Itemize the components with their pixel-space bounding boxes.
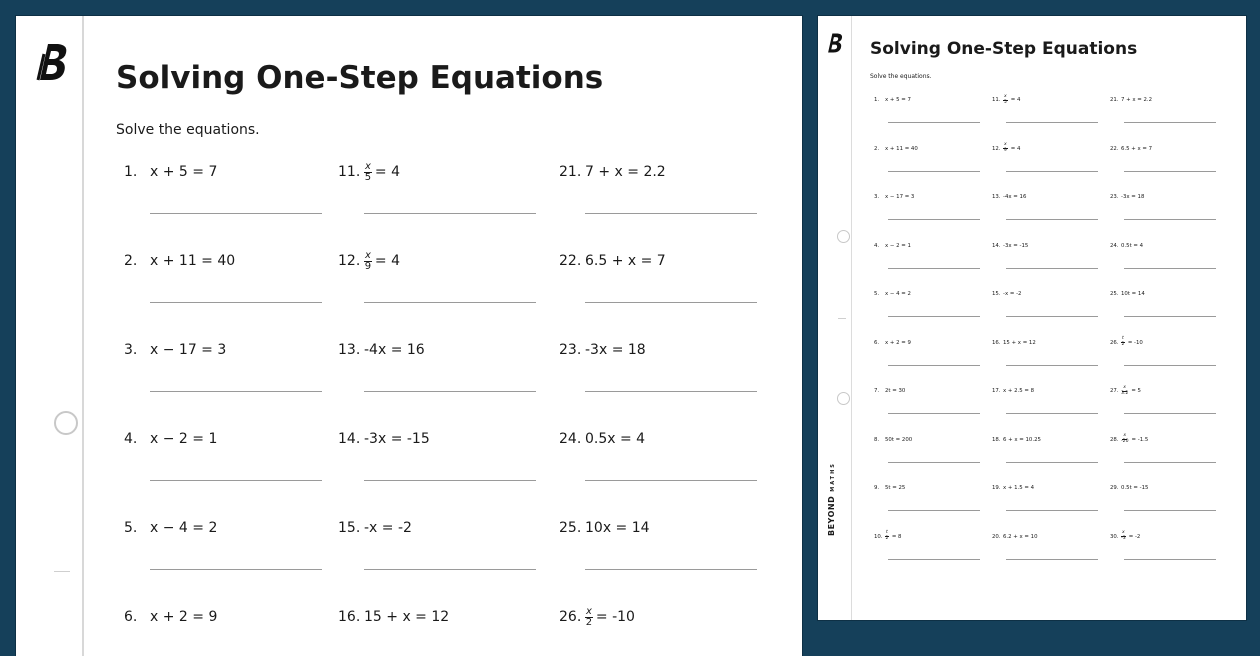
equation-text: 7 + x = 2.2 bbox=[585, 164, 666, 180]
equation-text: 6.2 + x = 10 bbox=[1003, 533, 1038, 540]
equation-text: x + 2 = 9 bbox=[885, 339, 911, 346]
fraction-numerator: x bbox=[1004, 142, 1007, 148]
equation-text: x − 2 = 1 bbox=[885, 242, 911, 249]
problem-number: 29. bbox=[1110, 485, 1119, 491]
problem-item bbox=[338, 159, 400, 185]
answer-line[interactable] bbox=[364, 213, 536, 214]
problem-item bbox=[338, 604, 449, 630]
problem-number: 6. bbox=[124, 609, 138, 625]
problem-item bbox=[559, 159, 666, 185]
problem-item bbox=[338, 426, 430, 452]
problem-number: 10. bbox=[874, 533, 883, 540]
problem-number: 5. bbox=[124, 520, 138, 536]
binder-tick bbox=[54, 571, 70, 572]
fraction-denominator: 9 bbox=[1003, 148, 1007, 153]
equation-text: = -2 bbox=[1128, 533, 1141, 540]
equation-text: 2t = 30 bbox=[885, 388, 906, 394]
equation-text: -x = -2 bbox=[364, 520, 412, 536]
answer-line[interactable] bbox=[1006, 171, 1098, 172]
problem-item bbox=[338, 248, 400, 274]
problem-number: 2. bbox=[124, 253, 138, 269]
equation-text: 10t = 14 bbox=[1121, 291, 1145, 297]
problem-item bbox=[1110, 143, 1152, 155]
problem-number: 11. bbox=[992, 97, 1001, 103]
equation-text: 15 + x = 12 bbox=[1003, 339, 1036, 346]
problem-number: 15. bbox=[338, 520, 361, 536]
equation-text: -3x = 18 bbox=[585, 342, 646, 358]
equation-text: = 8 bbox=[891, 533, 902, 540]
fraction bbox=[1003, 143, 1008, 153]
problem-number: 22. bbox=[1110, 145, 1119, 152]
problem-item bbox=[559, 337, 646, 363]
equation-text: -3x = -15 bbox=[1003, 242, 1029, 249]
problem-number: 14. bbox=[338, 431, 361, 447]
equation-text: 5t = 25 bbox=[885, 485, 906, 491]
problem-number: 3. bbox=[874, 194, 880, 200]
equation-text: 6 + x = 10.25 bbox=[1003, 436, 1041, 443]
fraction bbox=[1003, 95, 1008, 105]
problem-item bbox=[559, 604, 635, 630]
equation-text: 6.5 + x = 7 bbox=[1121, 145, 1153, 152]
answer-line[interactable] bbox=[1124, 413, 1216, 414]
answer-line[interactable] bbox=[1006, 559, 1098, 560]
problem-number: 22. bbox=[559, 253, 582, 269]
worksheet-instructions: Solve the equations. bbox=[870, 73, 932, 80]
answer-line[interactable] bbox=[888, 413, 980, 414]
problem-number: 1. bbox=[874, 97, 880, 103]
equation-text: 7 + x = 2.2 bbox=[1121, 97, 1153, 103]
problem-number: 4. bbox=[124, 431, 138, 447]
answer-line[interactable] bbox=[364, 569, 536, 570]
equation-text: = 4 bbox=[374, 253, 401, 269]
problem-number: 27. bbox=[1110, 388, 1119, 394]
problem-item bbox=[1110, 434, 1148, 446]
problem-number: 13. bbox=[992, 194, 1001, 200]
problem-item bbox=[874, 337, 911, 349]
problem-item bbox=[992, 94, 1020, 106]
problem-item bbox=[992, 143, 1020, 155]
fraction-denominator: 2 bbox=[1121, 342, 1125, 347]
answer-line[interactable] bbox=[1124, 316, 1216, 317]
answer-line[interactable] bbox=[585, 302, 757, 303]
problem-item bbox=[1110, 94, 1152, 106]
problem-number: 21. bbox=[1110, 97, 1119, 103]
answer-line[interactable] bbox=[1124, 219, 1216, 220]
worksheet-page-thumbnail bbox=[818, 16, 1246, 620]
equation-text: 6.5 + x = 7 bbox=[585, 253, 666, 269]
fraction-numerator: x bbox=[586, 605, 592, 617]
problem-number: 11. bbox=[338, 164, 361, 180]
equation-text: x − 17 = 3 bbox=[885, 194, 915, 200]
answer-line[interactable] bbox=[1124, 365, 1216, 366]
problem-number: 12. bbox=[338, 253, 361, 269]
answer-line[interactable] bbox=[1124, 171, 1216, 172]
problem-item bbox=[992, 531, 1038, 543]
fraction-numerator: x bbox=[1123, 384, 1127, 390]
equation-text: = 4 bbox=[374, 164, 401, 180]
fraction-numerator: x bbox=[1122, 530, 1125, 536]
answer-line[interactable] bbox=[888, 122, 980, 123]
binder-hole bbox=[837, 392, 850, 405]
problem-number: 21. bbox=[559, 164, 582, 180]
equation-text: 0.5t = -15 bbox=[1121, 485, 1149, 491]
problem-number: 24. bbox=[1110, 242, 1119, 249]
equation-text: x + 5 = 7 bbox=[150, 164, 218, 180]
answer-line[interactable] bbox=[364, 391, 536, 392]
answer-line[interactable] bbox=[1006, 268, 1098, 269]
worksheet-instructions: Solve the equations. bbox=[116, 122, 260, 138]
answer-line[interactable] bbox=[888, 365, 980, 366]
problem-number: 12. bbox=[992, 145, 1001, 152]
worksheet-page-large bbox=[16, 16, 802, 656]
equation-text: x + 11 = 40 bbox=[885, 145, 918, 152]
answer-line[interactable] bbox=[888, 559, 980, 560]
problem-number: 5. bbox=[874, 291, 880, 297]
fraction-denominator: -20 bbox=[1121, 439, 1129, 444]
problem-number: 24. bbox=[559, 431, 582, 447]
answer-line[interactable] bbox=[585, 391, 757, 392]
problem-item bbox=[874, 434, 912, 446]
answer-line[interactable] bbox=[1124, 268, 1216, 269]
problem-item bbox=[1110, 385, 1141, 397]
problem-item bbox=[124, 515, 217, 541]
answer-line[interactable] bbox=[364, 480, 536, 481]
equation-text: = -1.5 bbox=[1131, 436, 1149, 443]
equation-text: -3x = -15 bbox=[364, 431, 430, 447]
problem-number: 7. bbox=[874, 388, 880, 394]
problem-item bbox=[559, 426, 645, 452]
equation-text: -x = -2 bbox=[1003, 291, 1022, 297]
fraction bbox=[585, 607, 593, 628]
problem-item bbox=[874, 191, 914, 203]
answer-line[interactable] bbox=[585, 213, 757, 214]
fraction-denominator: 5 bbox=[1003, 99, 1007, 105]
answer-line[interactable] bbox=[888, 268, 980, 269]
answer-line[interactable] bbox=[1124, 462, 1216, 463]
problem-item bbox=[992, 191, 1026, 203]
problem-item bbox=[992, 434, 1041, 446]
problem-number: 4. bbox=[874, 242, 880, 249]
problem-item bbox=[992, 385, 1034, 397]
equation-text: 15 + x = 12 bbox=[364, 609, 450, 625]
problem-number: 8. bbox=[874, 436, 880, 443]
problem-item bbox=[874, 143, 918, 155]
problem-item bbox=[992, 240, 1028, 252]
beyond-vertical-brand: BEYONDMATHS bbox=[827, 462, 836, 536]
answer-line[interactable] bbox=[888, 462, 980, 463]
answer-line[interactable] bbox=[364, 302, 536, 303]
problem-item bbox=[124, 426, 217, 452]
equation-text: x + 5 = 7 bbox=[885, 97, 911, 103]
equation-text: x − 4 = 2 bbox=[150, 520, 218, 536]
fraction-numerator: x bbox=[365, 249, 371, 261]
fraction-numerator: x bbox=[365, 160, 371, 172]
fraction bbox=[1121, 337, 1125, 347]
equation-text: = 4 bbox=[1010, 97, 1021, 103]
fraction-denominator: 2 bbox=[585, 616, 593, 628]
equation-text: 0.5t = 4 bbox=[1121, 242, 1144, 249]
problem-item bbox=[1110, 337, 1143, 349]
binder-hole bbox=[837, 230, 850, 243]
binder-hole bbox=[54, 411, 78, 435]
problem-number: 1. bbox=[124, 164, 138, 180]
binder-tick bbox=[838, 318, 846, 319]
equation-text: -4x = 16 bbox=[364, 342, 425, 358]
problem-number: 16. bbox=[338, 609, 361, 625]
problem-number: 19. bbox=[992, 485, 1001, 491]
answer-line[interactable] bbox=[1006, 462, 1098, 463]
equation-text: -4x = 16 bbox=[1003, 194, 1027, 200]
problem-item bbox=[874, 240, 911, 252]
problem-number: 3. bbox=[124, 342, 138, 358]
beyond-b-logo-icon bbox=[36, 42, 70, 82]
problem-item bbox=[338, 515, 412, 541]
equation-text: x − 4 = 2 bbox=[885, 291, 911, 297]
answer-line[interactable] bbox=[150, 480, 322, 481]
answer-line[interactable] bbox=[888, 510, 980, 511]
problem-item bbox=[559, 248, 666, 274]
answer-line[interactable] bbox=[150, 569, 322, 570]
problem-item bbox=[124, 337, 226, 363]
fraction-denominator: -3 bbox=[1121, 536, 1126, 541]
problem-number: 6. bbox=[874, 339, 880, 346]
binder-margin bbox=[818, 16, 852, 620]
fraction bbox=[364, 251, 372, 272]
answer-line[interactable] bbox=[1124, 559, 1216, 560]
problem-item bbox=[874, 482, 905, 494]
fraction bbox=[885, 531, 889, 541]
problem-number: 9. bbox=[874, 485, 880, 491]
answer-line[interactable] bbox=[150, 391, 322, 392]
problem-item bbox=[559, 515, 650, 541]
problem-number: 17. bbox=[992, 388, 1001, 394]
equation-text: = 4 bbox=[1010, 145, 1021, 152]
answer-line[interactable] bbox=[1006, 316, 1098, 317]
problem-item bbox=[992, 482, 1034, 494]
answer-line[interactable] bbox=[1124, 510, 1216, 511]
equation-text: x + 1.5 = 4 bbox=[1003, 485, 1035, 491]
equation-text: x − 2 = 1 bbox=[150, 431, 218, 447]
problem-item bbox=[874, 385, 905, 397]
equation-text: = 5 bbox=[1131, 388, 1141, 394]
problem-item bbox=[1110, 288, 1145, 300]
problem-number: 25. bbox=[559, 520, 582, 536]
equation-text: -3x = 18 bbox=[1121, 194, 1145, 200]
problem-item bbox=[874, 288, 911, 300]
fraction-denominator: 2 bbox=[885, 536, 889, 541]
equation-text: 10x = 14 bbox=[585, 520, 650, 536]
answer-line[interactable] bbox=[888, 171, 980, 172]
answer-line[interactable] bbox=[1124, 122, 1216, 123]
worksheet-title: Solving One-Step Equations bbox=[870, 39, 1138, 59]
problem-item bbox=[992, 288, 1021, 300]
fraction-numerator: x bbox=[1123, 433, 1127, 439]
fraction-numerator: t bbox=[1122, 336, 1124, 342]
answer-line[interactable] bbox=[1006, 413, 1098, 414]
equation-text: x − 17 = 3 bbox=[150, 342, 227, 358]
equation-text: 0.5x = 4 bbox=[585, 431, 646, 447]
fraction-denominator: 3.2 bbox=[1121, 390, 1129, 396]
problem-item bbox=[1110, 531, 1140, 543]
problem-number: 2. bbox=[874, 145, 880, 152]
answer-line[interactable] bbox=[1006, 510, 1098, 511]
equation-text: x + 11 = 40 bbox=[150, 253, 236, 269]
problem-number: 18. bbox=[992, 436, 1001, 443]
problem-item bbox=[1110, 240, 1143, 252]
binder-margin bbox=[16, 16, 84, 656]
worksheet-title: Solving One-Step Equations bbox=[116, 60, 604, 96]
fraction bbox=[364, 162, 372, 183]
answer-line[interactable] bbox=[150, 213, 322, 214]
problem-item bbox=[874, 94, 911, 106]
fraction bbox=[1121, 386, 1128, 396]
answer-line[interactable] bbox=[585, 569, 757, 570]
answer-line[interactable] bbox=[1006, 122, 1098, 123]
problem-item bbox=[1110, 191, 1144, 203]
beyond-b-logo-icon bbox=[826, 32, 844, 54]
problem-item bbox=[1110, 482, 1148, 494]
equation-text: 50t = 200 bbox=[885, 436, 913, 443]
problem-number: 26. bbox=[559, 609, 582, 625]
problem-number: 20. bbox=[992, 533, 1001, 540]
problem-item bbox=[124, 159, 217, 185]
equation-text: x + 2.5 = 8 bbox=[1003, 388, 1035, 394]
problem-number: 15. bbox=[992, 291, 1001, 297]
problem-number: 13. bbox=[338, 342, 361, 358]
fraction bbox=[1121, 531, 1126, 541]
equation-text: = -10 bbox=[595, 609, 635, 625]
problem-item bbox=[124, 248, 235, 274]
problem-number: 26. bbox=[1110, 339, 1119, 346]
equation-text: = -10 bbox=[1127, 339, 1143, 346]
problem-number: 16. bbox=[992, 339, 1001, 346]
answer-line[interactable] bbox=[150, 302, 322, 303]
answer-line[interactable] bbox=[1006, 365, 1098, 366]
problem-number: 23. bbox=[1110, 194, 1119, 200]
problem-item bbox=[124, 604, 217, 630]
problem-item bbox=[874, 531, 901, 543]
fraction-numerator: x bbox=[1004, 93, 1007, 99]
fraction-denominator: 9 bbox=[364, 260, 372, 272]
problem-number: 25. bbox=[1110, 291, 1119, 297]
fraction bbox=[1121, 434, 1129, 444]
problem-number: 28. bbox=[1110, 436, 1119, 443]
equation-text: x + 2 = 9 bbox=[150, 609, 218, 625]
problem-number: 14. bbox=[992, 242, 1001, 249]
problem-item bbox=[992, 337, 1036, 349]
answer-line[interactable] bbox=[585, 480, 757, 481]
fraction-denominator: 5 bbox=[364, 171, 372, 183]
fraction-numerator: t bbox=[886, 530, 888, 536]
answer-line[interactable] bbox=[888, 316, 980, 317]
answer-line[interactable] bbox=[888, 219, 980, 220]
answer-line[interactable] bbox=[1006, 219, 1098, 220]
problem-number: 23. bbox=[559, 342, 582, 358]
problem-number: 30. bbox=[1110, 533, 1119, 540]
problem-item bbox=[338, 337, 425, 363]
